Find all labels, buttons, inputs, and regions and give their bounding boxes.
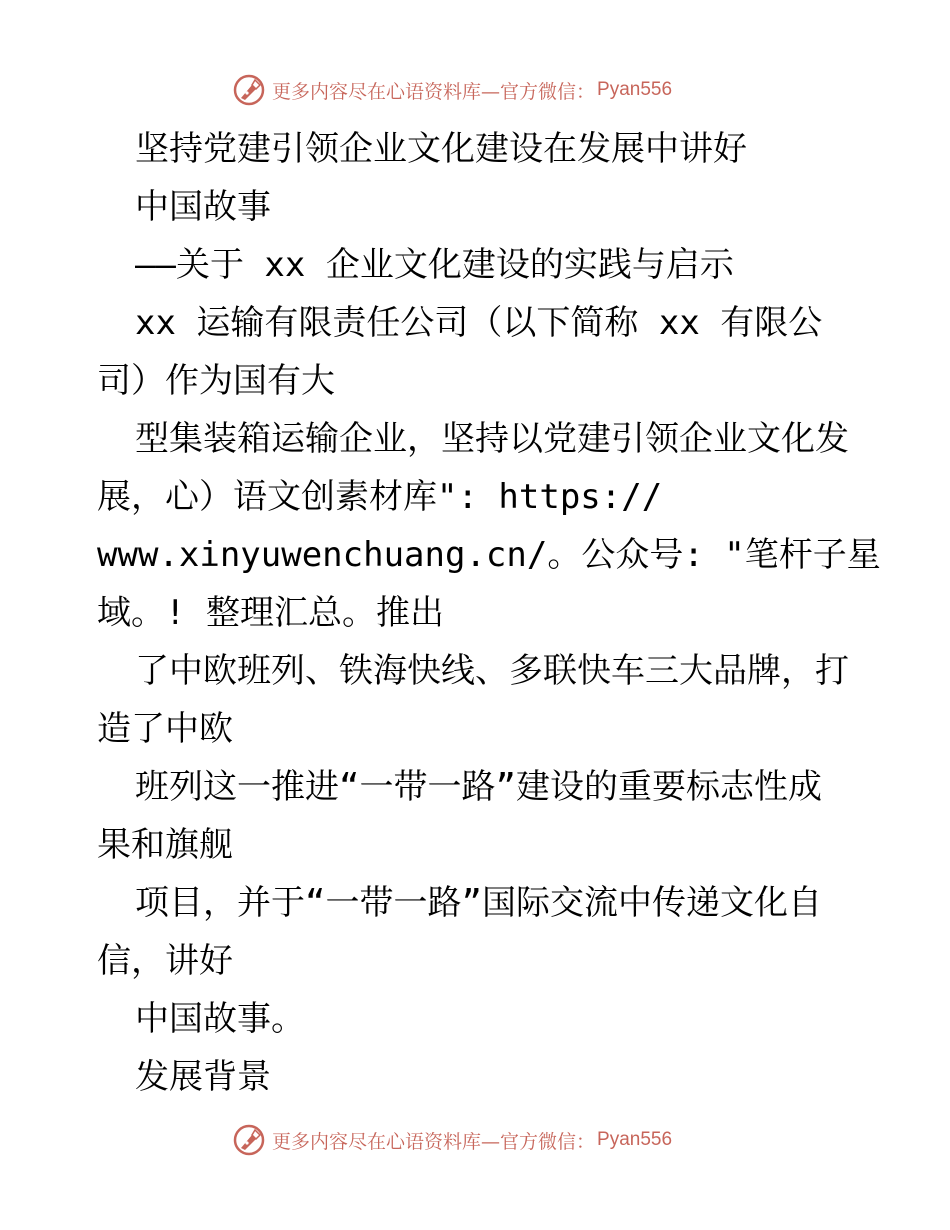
body-text-line: 造了中欧 bbox=[97, 709, 233, 749]
banner-text: 更多内容尽在心语资料库—官方微信： bbox=[272, 80, 596, 103]
body-text-line: 型集装箱运输企业，坚持以党建引领企业文化发 bbox=[135, 419, 849, 459]
pen-nib-logo-icon bbox=[232, 1123, 266, 1157]
banner-text: 更多内容尽在心语资料库—官方微信： bbox=[272, 1130, 596, 1153]
body-text-line: 项目，并于“一带一路”国际交流中传递文化自 bbox=[135, 883, 822, 923]
body-text-line: xx 运输有限责任公司（以下简称 xx 有限公 bbox=[135, 303, 823, 343]
body-text-line: 司）作为国有大 bbox=[97, 361, 335, 401]
body-text-line: 展，心）语文创素材库": https:// bbox=[97, 477, 663, 517]
body-text-line: 信，讲好 bbox=[97, 941, 233, 981]
banner-wechat-id: Pyan556 bbox=[597, 79, 673, 100]
footer-banner bbox=[232, 1120, 732, 1160]
body-text-line: www.xinyuwenchuang.cn/。公众号: "笔杆子星 bbox=[97, 535, 881, 575]
body-text-line: 了中欧班列、铁海快线、多联快车三大品牌，打 bbox=[135, 651, 849, 691]
body-text-line: 班列这一推进“一带一路”建设的重要标志性成 bbox=[135, 767, 822, 807]
body-text-line: 坚持党建引领企业文化建设在发展中讲好 bbox=[135, 129, 747, 169]
body-text-line: 发展背景 bbox=[135, 1057, 271, 1097]
pen-nib-logo-icon bbox=[232, 73, 266, 107]
body-text-line: 中国故事 bbox=[135, 187, 271, 227]
document-body bbox=[97, 120, 881, 1106]
body-text-line: 中国故事。 bbox=[135, 999, 305, 1039]
body-text-line: 域。! 整理汇总。推出 bbox=[97, 593, 444, 633]
header-banner bbox=[232, 70, 732, 110]
banner-wechat-id: Pyan556 bbox=[597, 1129, 673, 1150]
body-text-line: ——关于 xx 企业文化建设的实践与启示 bbox=[135, 245, 734, 285]
body-text-line: 果和旗舰 bbox=[97, 825, 233, 865]
